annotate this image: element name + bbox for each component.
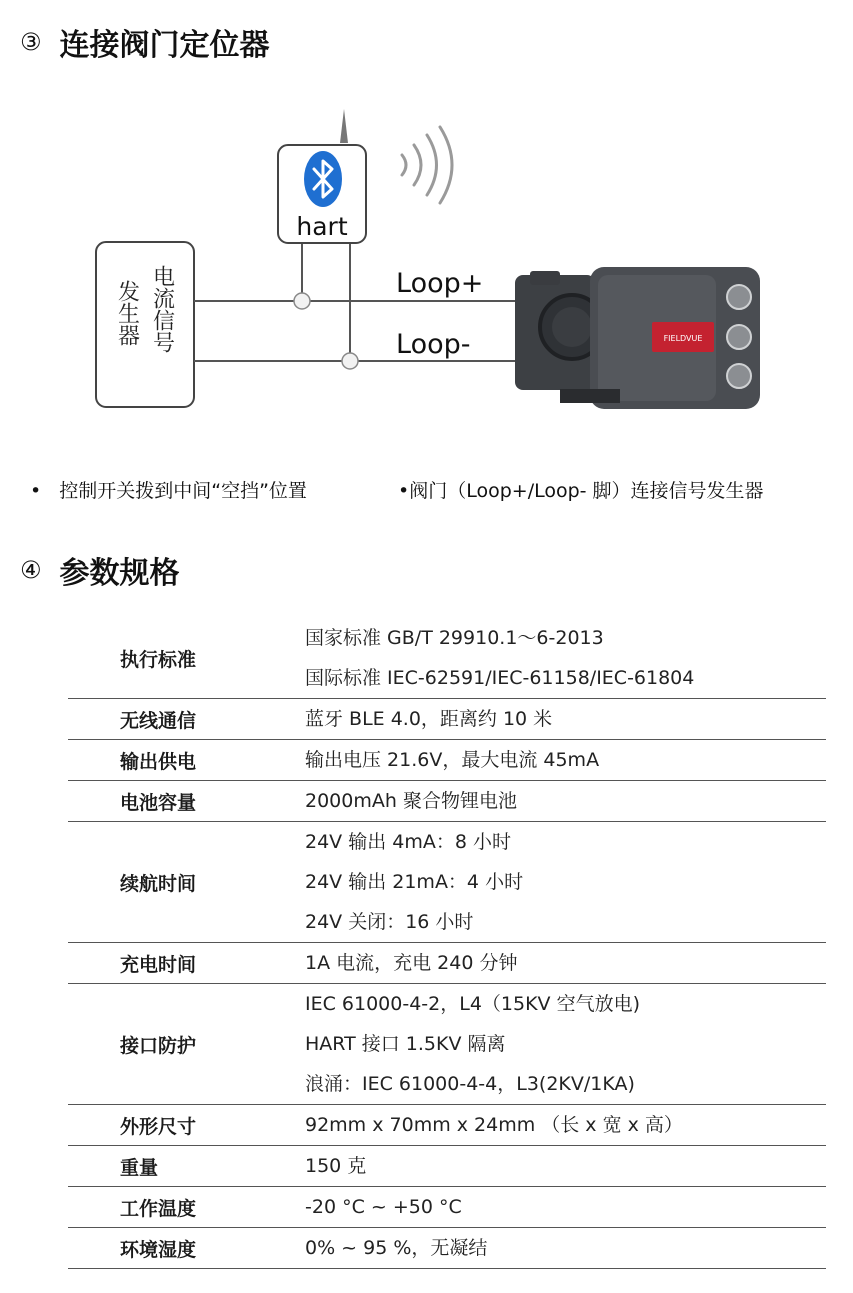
spec-value-line: IEC 61000-4-2，L4（15KV 空气放电) bbox=[305, 993, 641, 1015]
bullet-dot-2: • bbox=[398, 480, 410, 502]
spec-label: 续航时间 bbox=[120, 872, 197, 895]
generator-label-col1: 发生器 bbox=[114, 280, 140, 346]
spec-row bbox=[68, 740, 826, 781]
spec-row bbox=[68, 822, 826, 943]
signal-generator-box bbox=[96, 242, 194, 407]
section-3-heading: 连接阀门定位器 bbox=[59, 28, 270, 63]
spec-label: 无线通信 bbox=[120, 709, 197, 732]
spec-value-line: 24V 输出 21mA：4 小时 bbox=[305, 871, 524, 893]
spec-label: 充电时间 bbox=[120, 953, 197, 976]
antenna-icon bbox=[340, 109, 348, 143]
spec-row bbox=[68, 781, 826, 822]
spec-values bbox=[305, 740, 826, 781]
spec-value-line: 0% ~ 95 %，无凝结 bbox=[305, 1237, 488, 1259]
spec-row bbox=[68, 1228, 826, 1269]
section-4-number: ④ bbox=[20, 556, 42, 584]
spec-row bbox=[68, 984, 826, 1105]
generator-label-col2: 电流信号 bbox=[149, 265, 175, 353]
spec-value-line: 输出电压 21.6V，最大电流 45mA bbox=[305, 749, 600, 771]
spec-values bbox=[305, 699, 826, 740]
spec-row bbox=[68, 943, 826, 984]
spec-label: 重量 bbox=[120, 1156, 159, 1179]
section-3-title bbox=[20, 20, 270, 64]
spec-row bbox=[68, 618, 826, 699]
bullet-item-2 bbox=[398, 476, 764, 503]
spec-values bbox=[305, 1187, 826, 1228]
loop-plus-label: Loop+ bbox=[396, 268, 484, 299]
spec-value-line: 24V 关闭：16 小时 bbox=[305, 911, 474, 933]
spec-value-line: 蓝牙 BLE 4.0，距离约 10 米 bbox=[305, 708, 553, 730]
spec-values bbox=[305, 618, 826, 699]
spec-value-line: 国家标准 GB/T 29910.1～6-2013 bbox=[305, 627, 604, 649]
bluetooth-icon bbox=[304, 151, 342, 207]
brand-label: FIELDVUE bbox=[663, 334, 703, 343]
spec-value-line: 92mm x 70mm x 24mm （长 x 宽 x 高） bbox=[305, 1114, 683, 1136]
spec-label: 输出供电 bbox=[120, 750, 197, 773]
spec-row bbox=[68, 1187, 826, 1228]
bullet-item-1 bbox=[30, 476, 307, 503]
spec-value-line: -20 °C ~ +50 °C bbox=[305, 1196, 462, 1218]
junction-dot-2 bbox=[342, 353, 358, 369]
spec-value-line: 1A 电流，充电 240 分钟 bbox=[305, 952, 518, 974]
spec-value-line: 国际标准 IEC-62591/IEC-61158/IEC-61804 bbox=[305, 667, 695, 689]
spec-label: 外形尺寸 bbox=[120, 1115, 197, 1138]
section-3-number: ③ bbox=[20, 28, 42, 56]
spec-row bbox=[68, 1146, 826, 1187]
spec-label: 接口防护 bbox=[120, 1034, 197, 1057]
loop-minus-label: Loop- bbox=[396, 329, 471, 360]
bullet-text-1: 控制开关拨到中间“空挡”位置 bbox=[59, 480, 307, 502]
spec-values bbox=[305, 1105, 826, 1146]
spec-label: 执行标准 bbox=[120, 648, 197, 671]
junction-dot-1 bbox=[294, 293, 310, 309]
spec-value-line: 150 克 bbox=[305, 1155, 367, 1177]
spec-value-line: 浪涌：IEC 61000-4-4，L3(2KV/1KA) bbox=[305, 1073, 635, 1095]
bullet-dot-1: • bbox=[30, 480, 42, 502]
spec-values bbox=[305, 1146, 826, 1187]
spec-value-line: 2000mAh 聚合物锂电池 bbox=[305, 790, 517, 812]
section-4-title bbox=[20, 548, 180, 592]
spec-value-line: HART 接口 1.5KV 隔离 bbox=[305, 1033, 506, 1055]
spec-values bbox=[305, 943, 826, 984]
section-4-heading: 参数规格 bbox=[59, 556, 180, 591]
spec-values bbox=[305, 1228, 826, 1269]
wiring-diagram bbox=[0, 95, 853, 425]
wireless-signal-icon bbox=[402, 127, 452, 203]
hart-label: hart bbox=[296, 212, 348, 241]
spec-values bbox=[305, 822, 826, 943]
spec-label: 电池容量 bbox=[120, 791, 197, 814]
spec-row bbox=[68, 699, 826, 740]
specs-table bbox=[68, 618, 826, 1269]
spec-label: 工作温度 bbox=[120, 1197, 197, 1220]
bullet-text-2: 阀门（Loop+/Loop- 脚）连接信号发生器 bbox=[409, 480, 764, 502]
spec-row bbox=[68, 1105, 826, 1146]
spec-values bbox=[305, 781, 826, 822]
spec-values bbox=[305, 984, 826, 1105]
spec-value-line: 24V 输出 4mA：8 小时 bbox=[305, 831, 511, 853]
valve-positioner-device bbox=[515, 267, 760, 409]
spec-label: 环境湿度 bbox=[120, 1238, 197, 1261]
